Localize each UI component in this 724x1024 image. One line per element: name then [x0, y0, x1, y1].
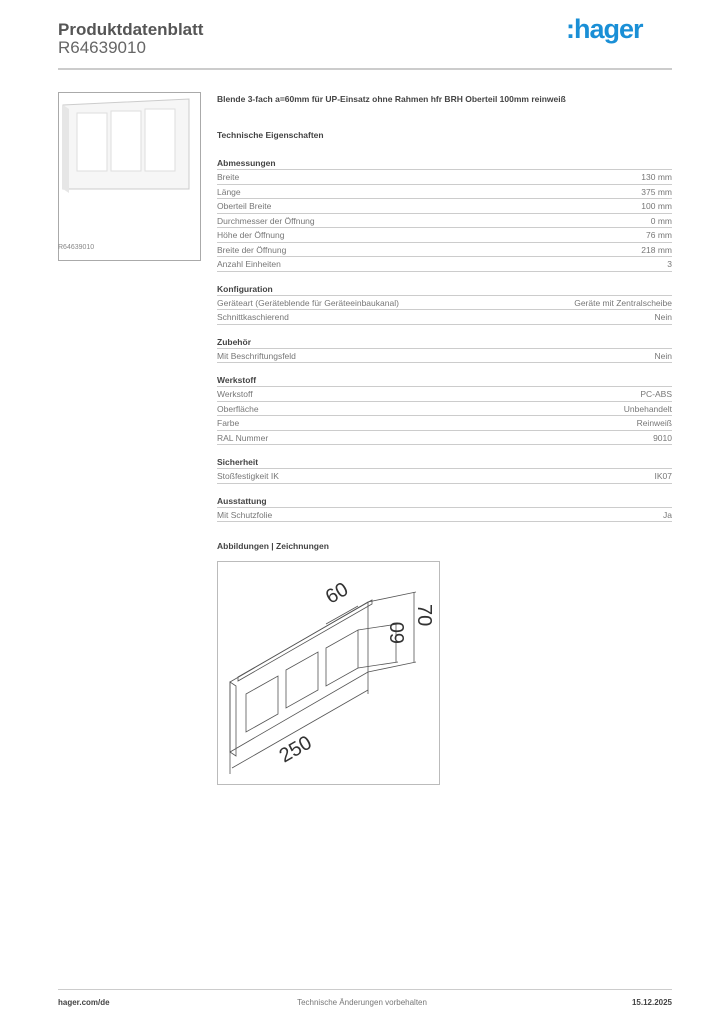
- property-label: Werkstoff: [217, 389, 253, 399]
- footer-disclaimer: Technische Änderungen vorbehalten: [297, 998, 427, 1007]
- property-row: [217, 296, 672, 311]
- property-label: Höhe der Öffnung: [217, 230, 285, 240]
- page-title: Produktdatenblatt: [58, 20, 204, 39]
- hager-logo: :hager: [566, 14, 643, 44]
- property-label: Oberfläche: [217, 403, 259, 414]
- property-label: Anzahl Einheiten: [217, 259, 281, 269]
- property-value: 76 mm: [646, 230, 672, 240]
- image-caption: R64639010: [58, 244, 95, 251]
- property-value: Reinweiß: [636, 418, 672, 428]
- property-label: Mit Schutzfolie: [217, 509, 273, 520]
- property-row: [217, 214, 672, 229]
- property-label: Schnittkaschierend: [217, 312, 289, 322]
- property-label: Durchmesser der Öffnung: [217, 215, 315, 226]
- section-title: Werkstoff: [217, 373, 672, 387]
- property-row: [217, 402, 672, 417]
- property-value: Ja: [663, 509, 672, 520]
- property-row: [217, 185, 672, 200]
- property-label: Breite der Öffnung: [217, 244, 287, 255]
- property-label: Mit Beschriftungsfeld: [217, 350, 296, 361]
- property-value: 9010: [653, 432, 672, 443]
- property-value: Geräte mit Zentralscheibe: [574, 297, 672, 308]
- property-label: Geräteart (Geräteblende für Geräteeinbaukanal): [217, 297, 399, 308]
- section-abmessungen: [217, 156, 672, 272]
- section-title: Sicherheit: [217, 455, 672, 469]
- property-label: Breite: [217, 172, 240, 182]
- footer-date: 15.12.2025: [631, 998, 672, 1007]
- property-row: [217, 170, 672, 185]
- property-label: Stoßfestigkeit IK: [217, 471, 279, 481]
- properties-panel: [217, 94, 672, 522]
- footer-divider: [58, 989, 672, 990]
- section-sicherheit: [217, 455, 672, 484]
- property-value: Unbehandelt: [623, 403, 672, 414]
- property-label: Oberteil Breite: [217, 201, 272, 211]
- dimension-opening-width: 60: [321, 578, 353, 609]
- property-row: [217, 349, 672, 364]
- property-row: [217, 469, 672, 484]
- property-row: [217, 508, 672, 523]
- property-row: [217, 257, 672, 272]
- property-value: Nein: [654, 350, 672, 361]
- technical-drawing: [217, 561, 440, 785]
- property-row: [217, 387, 672, 402]
- property-value: 0 mm: [650, 215, 672, 226]
- header-divider: [58, 68, 672, 70]
- section-ausstattung: [217, 494, 672, 523]
- section-title: Zubehör: [217, 335, 672, 349]
- property-value: 100 mm: [641, 201, 672, 211]
- property-value: 375 mm: [641, 186, 672, 197]
- property-row: [217, 416, 672, 431]
- section-title: Ausstattung: [217, 494, 672, 508]
- product-description: Blende 3-fach a=60mm für UP-Einsatz ohne Rahmen hfr BRH Oberteil 100mm reinweiß: [217, 94, 566, 104]
- section-title: Konfiguration: [217, 282, 672, 296]
- section-title: Abmessungen: [217, 156, 672, 170]
- property-value: IK07: [654, 471, 672, 481]
- property-value: 3: [667, 259, 672, 269]
- property-row: [217, 243, 672, 258]
- property-value: 218 mm: [641, 244, 672, 255]
- property-label: Farbe: [217, 418, 240, 428]
- dimension-opening-height: 60: [387, 621, 409, 644]
- property-label: Länge: [217, 186, 241, 197]
- dimension-total-height: 70: [413, 604, 435, 627]
- technical-heading: Technische Eigenschaften: [217, 130, 324, 140]
- property-row: [217, 310, 672, 325]
- dimension-length: 250: [275, 731, 316, 768]
- section-konfiguration: [217, 282, 672, 325]
- product-image: [58, 92, 201, 261]
- property-row: [217, 228, 672, 243]
- property-value: Nein: [654, 312, 672, 322]
- section-zubehör: [217, 335, 672, 364]
- property-row: [217, 431, 672, 446]
- property-label: RAL Nummer: [217, 432, 269, 443]
- property-row: [217, 199, 672, 214]
- product-number: R64639010: [58, 38, 146, 57]
- footer-website[interactable]: hager.com/de: [58, 998, 110, 1007]
- drawings-heading: Abbildungen | Zeichnungen: [217, 541, 329, 551]
- section-werkstoff: [217, 373, 672, 445]
- property-value: PC-ABS: [640, 389, 672, 399]
- property-value: 130 mm: [641, 172, 672, 182]
